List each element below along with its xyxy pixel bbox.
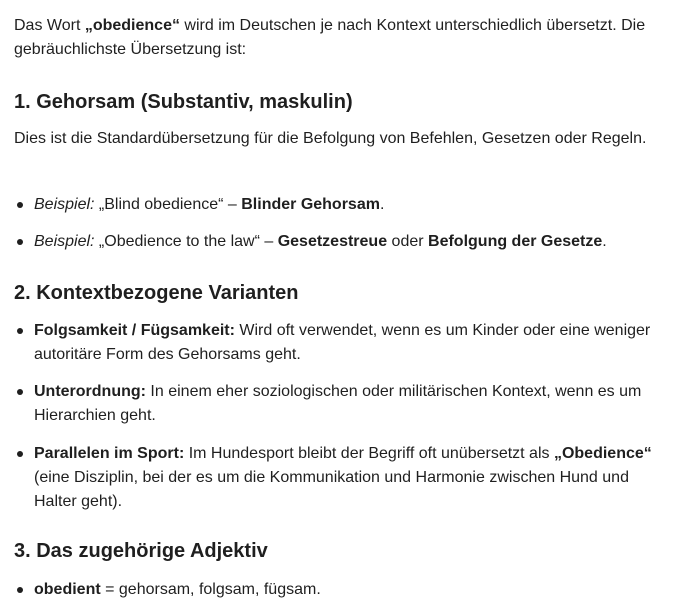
intro-text-end: wird im Deutschen je nach Kontext unterschiedlich übersetzt. Die gebräuchlichste Übersetzung ist:: [14, 17, 646, 58]
example-item-2: [34, 230, 664, 254]
bullet-icon: [17, 239, 23, 245]
variant-term: Unterordnung:: [34, 383, 146, 400]
example-connector: oder: [387, 233, 429, 250]
variant-text: Im Hundesport bleibt der Begriff oft unübersetzt als: [184, 445, 554, 462]
example-quote: „Blind obedience“ –: [94, 196, 242, 213]
adjective-translation: = gehorsam, folgsam, fügsam.: [100, 581, 321, 598]
section-1-heading: 1. Gehorsam (Substantiv, maskulin): [14, 91, 353, 113]
bullet-icon: [17, 451, 23, 457]
variant-item-1: [34, 319, 664, 367]
bullet-icon: [17, 202, 23, 208]
bullet-icon: [17, 328, 23, 334]
bullet-icon: [17, 587, 23, 593]
example-end: .: [602, 233, 607, 250]
variant-text: In einem eher soziologischen oder militärischen Kontext, wenn es um Hierarchien geht.: [34, 383, 642, 424]
variant-term: Parallelen im Sport:: [34, 445, 185, 462]
variant-term: Folgsamkeit / Fügsamkeit:: [34, 322, 235, 339]
example-label: Beispiel:: [34, 233, 95, 250]
variant-text-end: (eine Disziplin, bei der es um die Kommunikation und Harmonie zwischen Hund und Halter geht).: [34, 469, 629, 510]
example-end: .: [379, 196, 385, 213]
intro-paragraph: [14, 14, 666, 62]
adjective-term: obedient: [34, 581, 101, 598]
intro-word: „obedience“: [84, 17, 180, 34]
variant-item-2: [34, 380, 664, 428]
section-2-heading: 2. Kontextbezogene Varianten: [14, 282, 299, 304]
variant-term-obedience: „Obedience“: [553, 445, 652, 462]
variant-item-3: [34, 442, 664, 514]
section-1-text: Dies ist die Standardübersetzung für die Befolgung von Befehlen, Gesetzen oder Regeln.: [14, 130, 647, 147]
bullet-icon: [17, 389, 23, 395]
example-translation: Gesetzestreue: [277, 233, 388, 250]
example-translation-alt: Befolgung der Gesetze: [428, 233, 603, 250]
intro-text-start: Das Wort: [14, 17, 85, 34]
variant-text: Wird oft verwendet, wenn es um Kinder oder eine weniger autoritäre Form des Gehorsams geht.: [34, 322, 651, 363]
example-label: Beispiel:: [34, 196, 95, 213]
example-item-1: [34, 193, 664, 217]
adjective-item: [34, 578, 664, 602]
example-quote: „Obedience to the law“ –: [94, 233, 278, 250]
example-translation: Blinder Gehorsam: [241, 196, 380, 213]
section-3-heading: 3. Das zugehörige Adjektiv: [14, 540, 268, 562]
